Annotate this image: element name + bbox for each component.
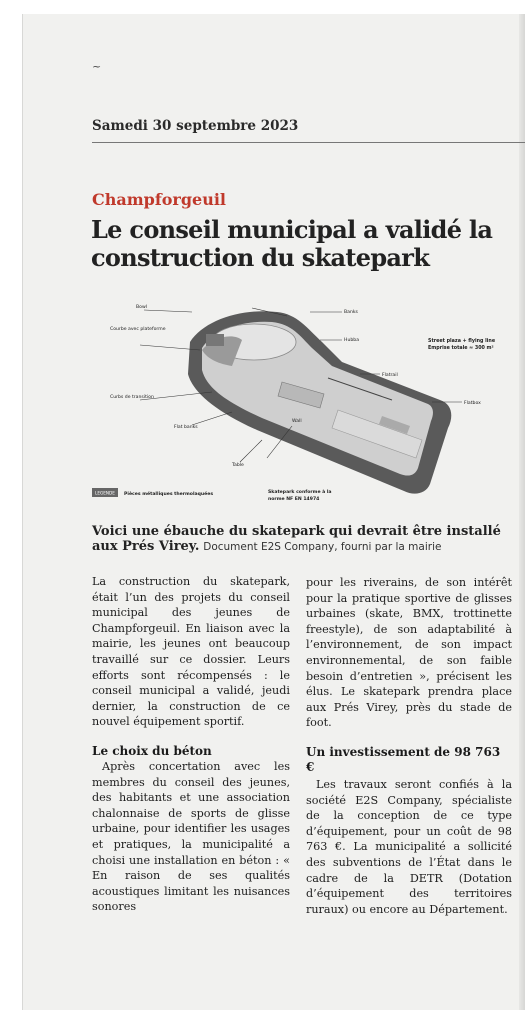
- page-edge-shadow: [519, 14, 525, 1014]
- label-bottom-3: Wall: [292, 419, 302, 424]
- label-note: Street plaza + flying line: [428, 339, 496, 344]
- legend-badge-text: LEGENDE: [95, 490, 115, 496]
- label-bottom-2: Table: [232, 463, 244, 468]
- leader-bottom-2: [240, 440, 262, 462]
- paragraph-continued: pour les riverains, de son intérêt pour la pratique sportive de glisses urbaines (skate, BMX, trottinette freestyle), de son adaptabilité à l’environnement, de son impact environnemental, de son faible besoin d’entretien », précisent les élus. Le skatepark prendra place aux Prés Virey, près du stade de foot.: [306, 576, 512, 730]
- label-note-2: Emprise totale ≈ 300 m²: [428, 346, 494, 351]
- label-right-3: Flatbox: [464, 401, 481, 406]
- norm-text-1: Skatepark conforme à la: [268, 490, 332, 495]
- paragraph-investissement: Les travaux seront confiés à la société E2S Company, spécialiste de la conception de ce type d’équipement, pour un coût de 98 763 €. La municipalité a sollicité des subventions de l’État dans le cadre de la DETR (Dotation d’équipement des territoires ruraux) ou encore au Département.: [306, 777, 512, 916]
- label-bottom-1: Flat banks: [174, 425, 198, 430]
- label-right-2: Flatrail: [382, 373, 398, 378]
- leader-bottom-1: [192, 412, 232, 425]
- caption-credit: Document E2S Company, fourni par la mairie: [203, 541, 442, 553]
- header-rule: [92, 142, 525, 143]
- figure-caption: [92, 524, 512, 555]
- skatepark-diagram: [92, 290, 512, 515]
- legend-text: Pièces métalliques thermolaquées: [124, 492, 214, 497]
- paragraph-intro: La construction du skatepark, était l’un des projets du conseil municipal des jeunes de Champforgeuil. En liaison avec la mairie, les jeunes ont beaucoup travaillé sur ce dossier. Leurs efforts sont récompensés : le conseil municipal a validé, jeudi dernier, la construction de ce nouvel équipement sportif.: [92, 575, 290, 729]
- skatepark-drawing: [92, 290, 512, 515]
- article-headline: Le conseil municipal a validé la construction du skatepark: [91, 215, 493, 272]
- norm-text-2: norme NF EN 14974: [268, 497, 320, 502]
- label-left-1: Courbe avec plateforme: [110, 327, 166, 332]
- paragraph-beton: Après concertation avec les membres du conseil des jeunes, des habitants et une association chalonnaise de sports de glisse urbaine, pour identifier les usages et pratiques, la municipalité a choisi une installation en béton : « En raison de ses qualités acoustiques limitant les nuisances sonores: [92, 759, 290, 914]
- article-column-2: [306, 575, 512, 917]
- label-top-2: Banks: [344, 310, 358, 315]
- diagram-note: [428, 338, 496, 351]
- label-right-1: Hubba: [344, 338, 360, 343]
- subhead-investissement: Un investissement de 98 763 €: [306, 744, 501, 774]
- article-column-1: [92, 574, 290, 915]
- pen-mark: ~: [92, 60, 102, 73]
- label-top: Bowl: [136, 305, 147, 310]
- leader-top-left: [144, 310, 192, 312]
- section-rubric: Champforgeuil: [92, 190, 226, 209]
- issue-date: Samedi 30 septembre 2023: [92, 118, 299, 134]
- label-left-2: Curbs de transition: [110, 395, 154, 400]
- subhead-beton: Le choix du béton: [92, 743, 212, 758]
- ramp-block: [206, 334, 224, 346]
- scan-bottom-margin: [0, 1010, 525, 1024]
- caption-text: Voici une ébauche du skatepark qui devrait être installé aux Prés Virey.: [92, 524, 501, 554]
